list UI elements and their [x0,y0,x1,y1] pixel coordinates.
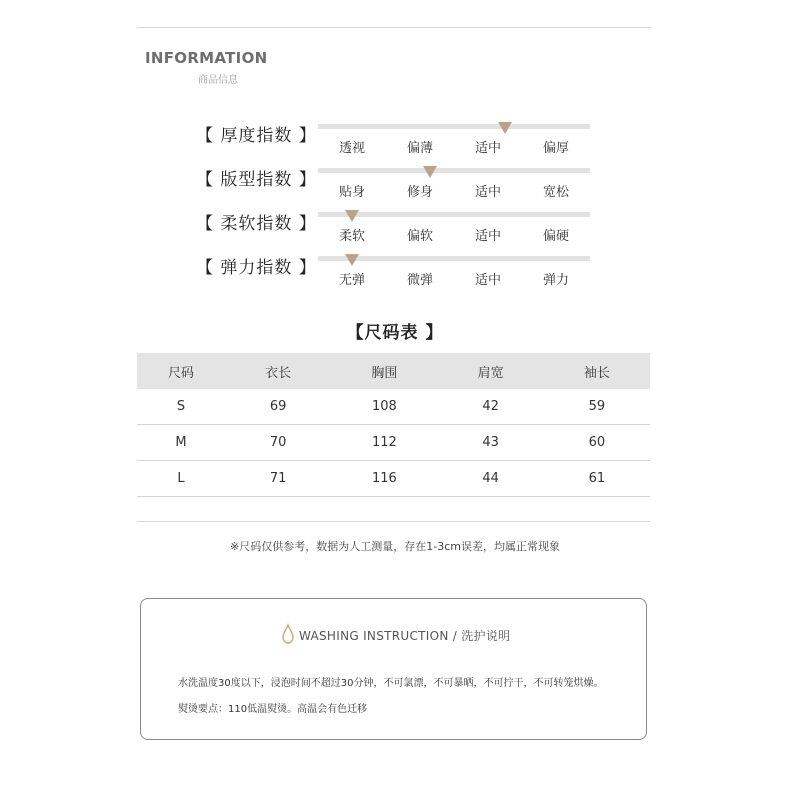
attribute-option: 偏硬 [542,229,569,244]
table-cell: 70 [225,425,331,461]
attribute-marker-icon [423,166,437,178]
size-chart-divider [137,521,650,522]
table-header-cell: 胸围 [331,353,437,389]
table-cell: L [137,461,225,497]
table-header-cell: 袖长 [544,353,650,389]
attribute-option: 无弹 [338,273,365,288]
size-table [137,353,650,497]
table-header-row [137,353,650,389]
washing-instruction-panel [140,598,647,740]
attribute-option: 柔软 [338,229,365,244]
table-cell: 69 [225,389,331,425]
washing-line: 水洗温度30度以下，浸泡时间不超过30分钟，不可氯漂，不可暴晒，不可拧干，不可转笼烘燥。 [178,678,604,689]
attribute-option: 微弹 [406,273,433,288]
table-cell: 42 [438,389,544,425]
table-cell: 108 [331,389,437,425]
attribute-marker-icon [498,122,512,134]
table-cell: 71 [225,461,331,497]
table-cell: 44 [438,461,544,497]
attribute-label: 【 厚度指数 】 [196,126,317,146]
top-divider [137,27,651,28]
attribute-option: 透视 [338,141,365,156]
attribute-option: 适中 [474,273,501,288]
attribute-option: 宽松 [542,185,569,200]
attribute-option: 偏薄 [406,141,433,156]
table-cell: 112 [331,425,437,461]
attribute-option: 弹力 [542,273,569,288]
attribute-label: 【 版型指数 】 [196,170,317,190]
attribute-marker-icon [345,210,359,222]
table-cell: 60 [544,425,650,461]
table-cell: M [137,425,225,461]
attribute-option: 贴身 [338,185,365,200]
water-drop-icon [280,623,296,645]
table-header-cell: 衣长 [225,353,331,389]
attribute-track [318,168,590,173]
attribute-row-thickness [0,121,790,161]
table-cell: S [137,389,225,425]
table-cell: 61 [544,461,650,497]
attribute-option: 适中 [474,229,501,244]
attribute-option: 修身 [406,185,433,200]
table-row [137,461,650,497]
size-chart-note: ※尺码仅供参考，数据为人工测量，存在1-3cm误差，均属正常现象 [230,540,560,553]
washing-title: WASHING INSTRUCTION / 洗护说明 [299,629,511,643]
table-header-cell: 肩宽 [438,353,544,389]
attribute-option: 偏厚 [542,141,569,156]
attribute-track [318,124,590,129]
section-subtitle: 商品信息 [198,75,238,86]
size-chart-title: 【尺码表 】 [346,323,444,343]
attribute-option: 适中 [474,185,501,200]
attribute-row-fit [0,165,790,205]
table-row [137,389,650,425]
washing-line: 熨烫要点：110低温熨烫。高温会有色迁移 [178,704,368,715]
attribute-option: 适中 [474,141,501,156]
table-cell: 116 [331,461,437,497]
table-header-cell: 尺码 [137,353,225,389]
section-title: INFORMATION [145,49,268,67]
table-row [137,425,650,461]
attribute-label: 【 弹力指数 】 [196,258,317,278]
table-cell: 59 [544,389,650,425]
attribute-row-softness [0,209,790,249]
attribute-option: 偏软 [406,229,433,244]
attribute-label: 【 柔软指数 】 [196,214,317,234]
table-cell: 43 [438,425,544,461]
attribute-row-elasticity [0,253,790,293]
attribute-marker-icon [345,254,359,266]
